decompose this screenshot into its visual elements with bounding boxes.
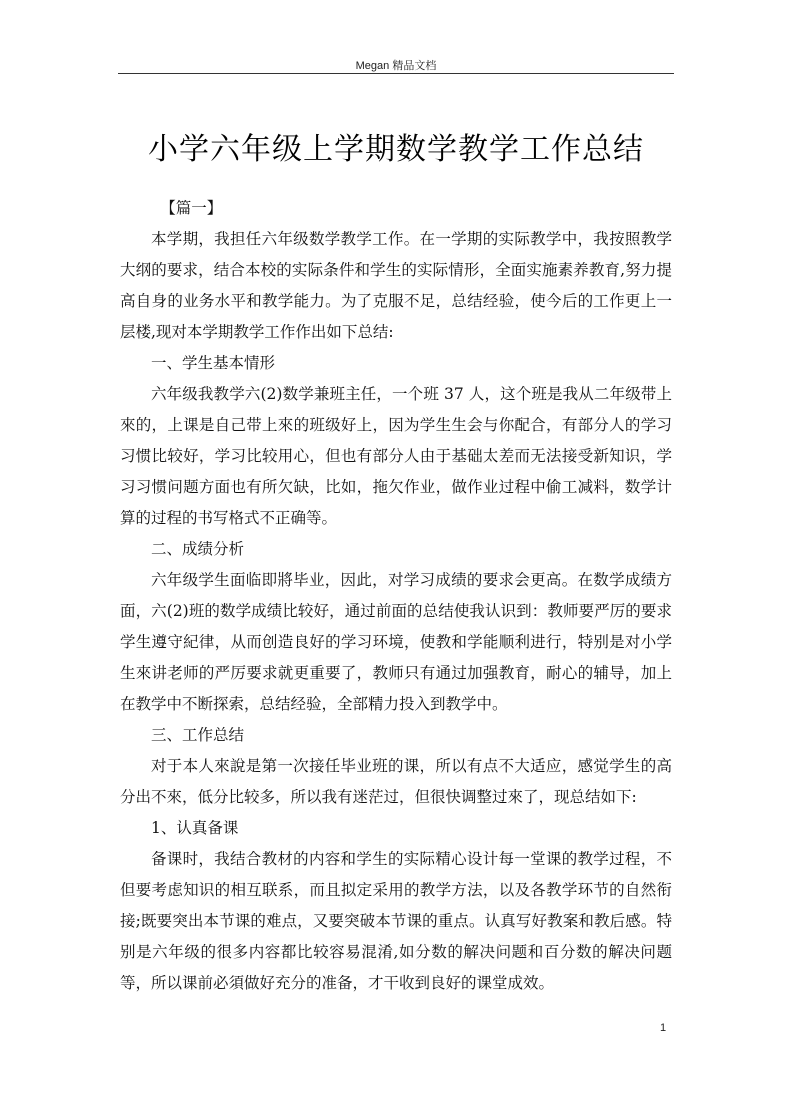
section-label-part-one: 【篇一】 [160,199,223,217]
document-body [120,193,672,999]
paragraph-work-summary: 对于本人來說是第一次接任毕业班的课，所以有点不大适应，感觉学生的高分出不來，低分比较多，所以我有迷茫过，但很快调整过來了，现总结如下: [120,757,672,806]
header-rule [118,73,674,74]
heading-work-summary: 三、工作总结 [151,726,245,744]
paragraph-intro: 本学期，我担任六年级数学教学工作。在一学期的实际教学中，我按照教学大纲的要求，结合本校的实际条件和学生的实际情形，全面实施素养教育,努力提高自身的业务水平和教学能力。为了克服不足，总结经验，使今后的工作更上一层楼,现对本学期教学工作作出如下总结: [120,230,672,341]
page-number: 1 [660,1022,667,1034]
page-header: Megan 精品文档 [355,60,437,72]
paragraph-grade-analysis: 六年级学生面临即將毕业，因此，对学习成绩的要求会更高。在数学成绩方面，六(2)班的数学成绩比较好，通过前面的总结使我认识到：教师要严厉的要求学生遵守紀律，从而创造良好的学习环境，使教和学能顺利进行，特别是对小学生來讲老师的严厉要求就更重要了，教师只有通过加强教育，耐心的辅导，加上在教学中不断探索，总结经验，全部精力投入到教学中。 [120,571,672,713]
paragraph-student-situation: 六年级我教学六(2)数学兼班主任，一个班 37 人，这个班是我从二年级带上來的，上课是自己带上來的班级好上，因为学生生会与你配合，有部分人的学习习惯比较好，学习比较用心，但也有部分人由于基础太差而无法接受新知识，学习习惯问题方面也有所欠缺，比如，拖欠作业，做作业过程中偷工减料，数学计算的过程的书写格式不正确等。 [120,385,672,527]
heading-student-situation: 一、学生基本情形 [151,354,276,372]
heading-grade-analysis: 二、成绩分析 [151,540,245,558]
paragraph-lesson-preparation: 备课时，我结合教材的内容和学生的实际精心设计每一堂课的教学过程，不但要考虑知识的相互联系，而且拟定采用的教学方法，以及各教学环节的自然衔接;既要突出本节课的难点，又要突破本节课的重点。认真写好教案和教后感。特别是六年级的很多内容都比较容易混淆,如分数的解决问题和百分数的解决问题等，所以课前必須做好充分的准备，才干收到良好的课堂成效。 [120,850,672,992]
heading-lesson-preparation: 1、认真备课 [151,819,239,837]
document-title: 小学六年级上学期数学教学工作总结 [148,132,644,167]
